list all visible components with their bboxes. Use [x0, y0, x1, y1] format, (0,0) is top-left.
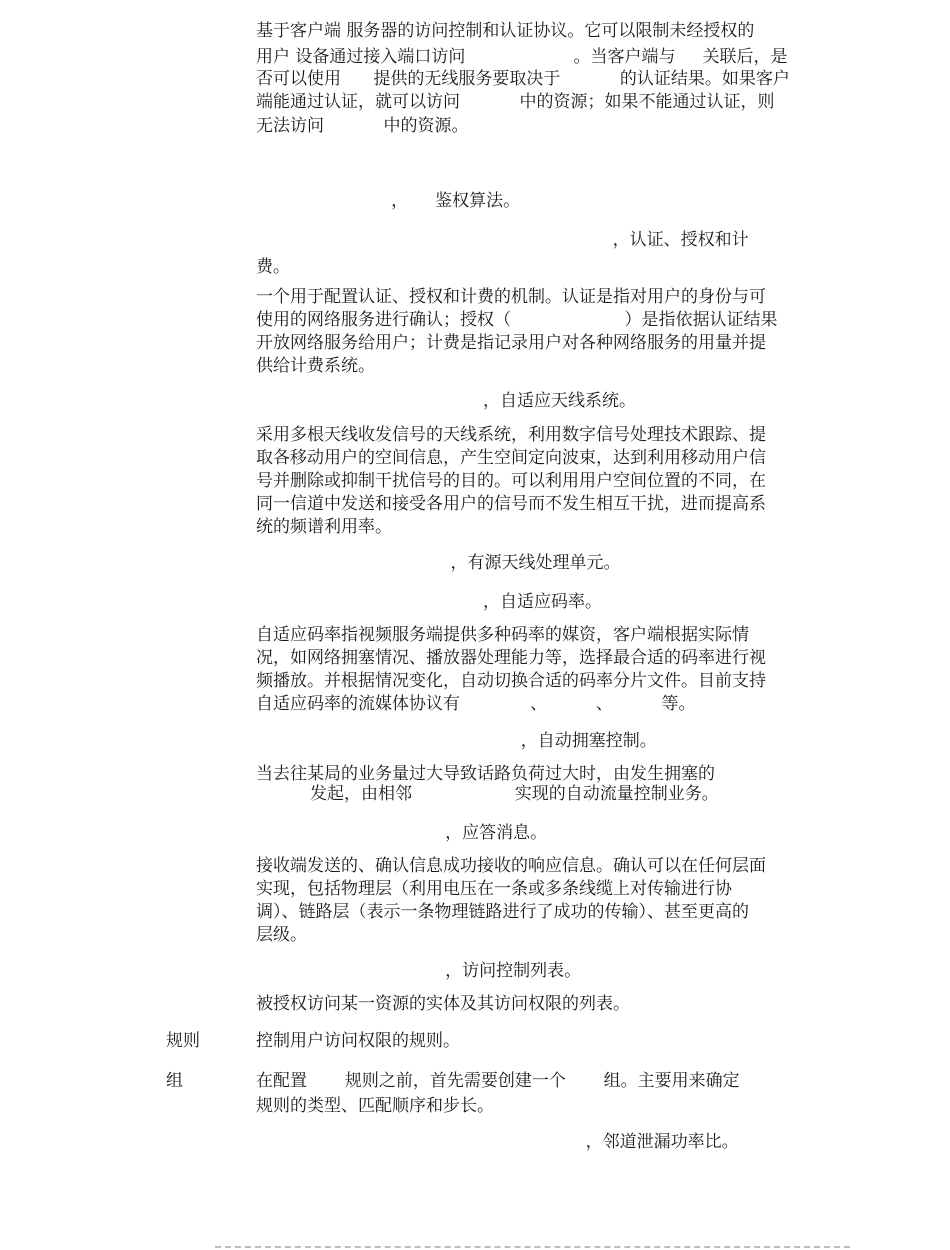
text-line: 当去往某局的业务量过大导致话路负荷过大时，由发生拥塞的: [256, 764, 715, 784]
text-line: 费。: [256, 257, 290, 277]
page-bottom-divider: [215, 1246, 850, 1248]
text-line: 层级。: [256, 925, 307, 945]
text-line: 控制用户访问权限的规则。: [256, 1031, 460, 1051]
text-line: 在配置 规则之前，首先需要创建一个 组。主要用来确定: [256, 1071, 740, 1091]
term-heading: ，邻道泄漏功率比。: [256, 1132, 739, 1152]
text-line: 使用的网络服务进行确认；授权（ ）是指依据认证结果: [256, 310, 778, 330]
text-line: 规则的类型、匹配顺序和步长。: [256, 1096, 494, 1116]
text-line: 端能通过认证，就可以访问 中的资源；如果不能通过认证，则: [256, 92, 775, 112]
term-heading: ，应答消息。: [256, 823, 548, 843]
text-line: 一个用于配置认证、授权和计费的机制。认证是指对用户的身份与可: [256, 287, 766, 307]
text-line: 供给计费系统。: [256, 356, 375, 376]
text-line: 取各移动用户的空间信息，产生空间定向波束，达到利用移动用户信: [256, 448, 766, 468]
text-line: 统的频谱利用率。: [256, 517, 392, 537]
text-line: 况，如网络拥塞情况、播放器处理能力等，选择最合适的码率进行视: [256, 648, 766, 668]
text-line: 号并删除或抑制干扰信号的目的。可以利用用户空间位置的不同，在: [256, 471, 766, 491]
text-line: 自适应码率的流媒体协议有 、 、 等。: [256, 694, 696, 714]
term-heading: ，自适应天线系统。: [256, 391, 636, 411]
term-heading: ，自适应码率。: [256, 592, 602, 612]
text-line: 无法访问 中的资源。: [256, 116, 469, 136]
text-line: 发起，由相邻 实现的自动流量控制业务。: [256, 784, 719, 804]
text-line: 频播放。并根据情况变化，自动切换合适的码率分片文件。目前支持: [256, 671, 766, 691]
text-line: 调）、链路层（表示一条物理链路进行了成功的传输）、甚至更高的: [256, 902, 749, 922]
text-line: 实现，包括物理层（利用电压在一条或多条线缆上对传输进行协: [256, 879, 732, 899]
text-line: 采用多根天线收发信号的天线系统，利用数字信号处理技术跟踪、提: [256, 425, 766, 445]
term-heading: ，访问控制列表。: [256, 961, 582, 981]
text-line: 同一信道中发送和接受各用户的信号而不发生相互干扰，进而提高系: [256, 494, 766, 514]
term-heading: ，认证、授权和计: [256, 230, 749, 250]
text-line: 开放网络服务给用户；计费是指记录用户对各种网络服务的用量并提: [256, 333, 766, 353]
text-line: 自适应码率指视频服务端提供多种码率的媒资，客户端根据实际情: [256, 625, 749, 645]
text-line: 被授权访问某一资源的实体及其访问权限的列表。: [256, 994, 630, 1014]
term-heading: ，有源天线处理单元。: [256, 553, 621, 573]
text-line: 否可以使用 提供的无线服务要取决于 的认证结果。如果客户: [256, 69, 790, 89]
term-heading: ， 鉴权算法。: [256, 191, 521, 211]
text-line: 接收端发送的、确认信息成功接收的响应信息。确认可以在任何层面: [256, 856, 766, 876]
text-line: 用户 设备通过接入端口访问 。当客户端与 关联后，是: [256, 47, 788, 67]
term-label: 规则: [166, 1031, 200, 1051]
text-line: 基于客户端 服务器的访问控制和认证协议。它可以限制未经授权的: [256, 21, 755, 41]
term-heading: ，自动拥塞控制。: [256, 731, 657, 751]
term-label: 组: [166, 1071, 183, 1091]
